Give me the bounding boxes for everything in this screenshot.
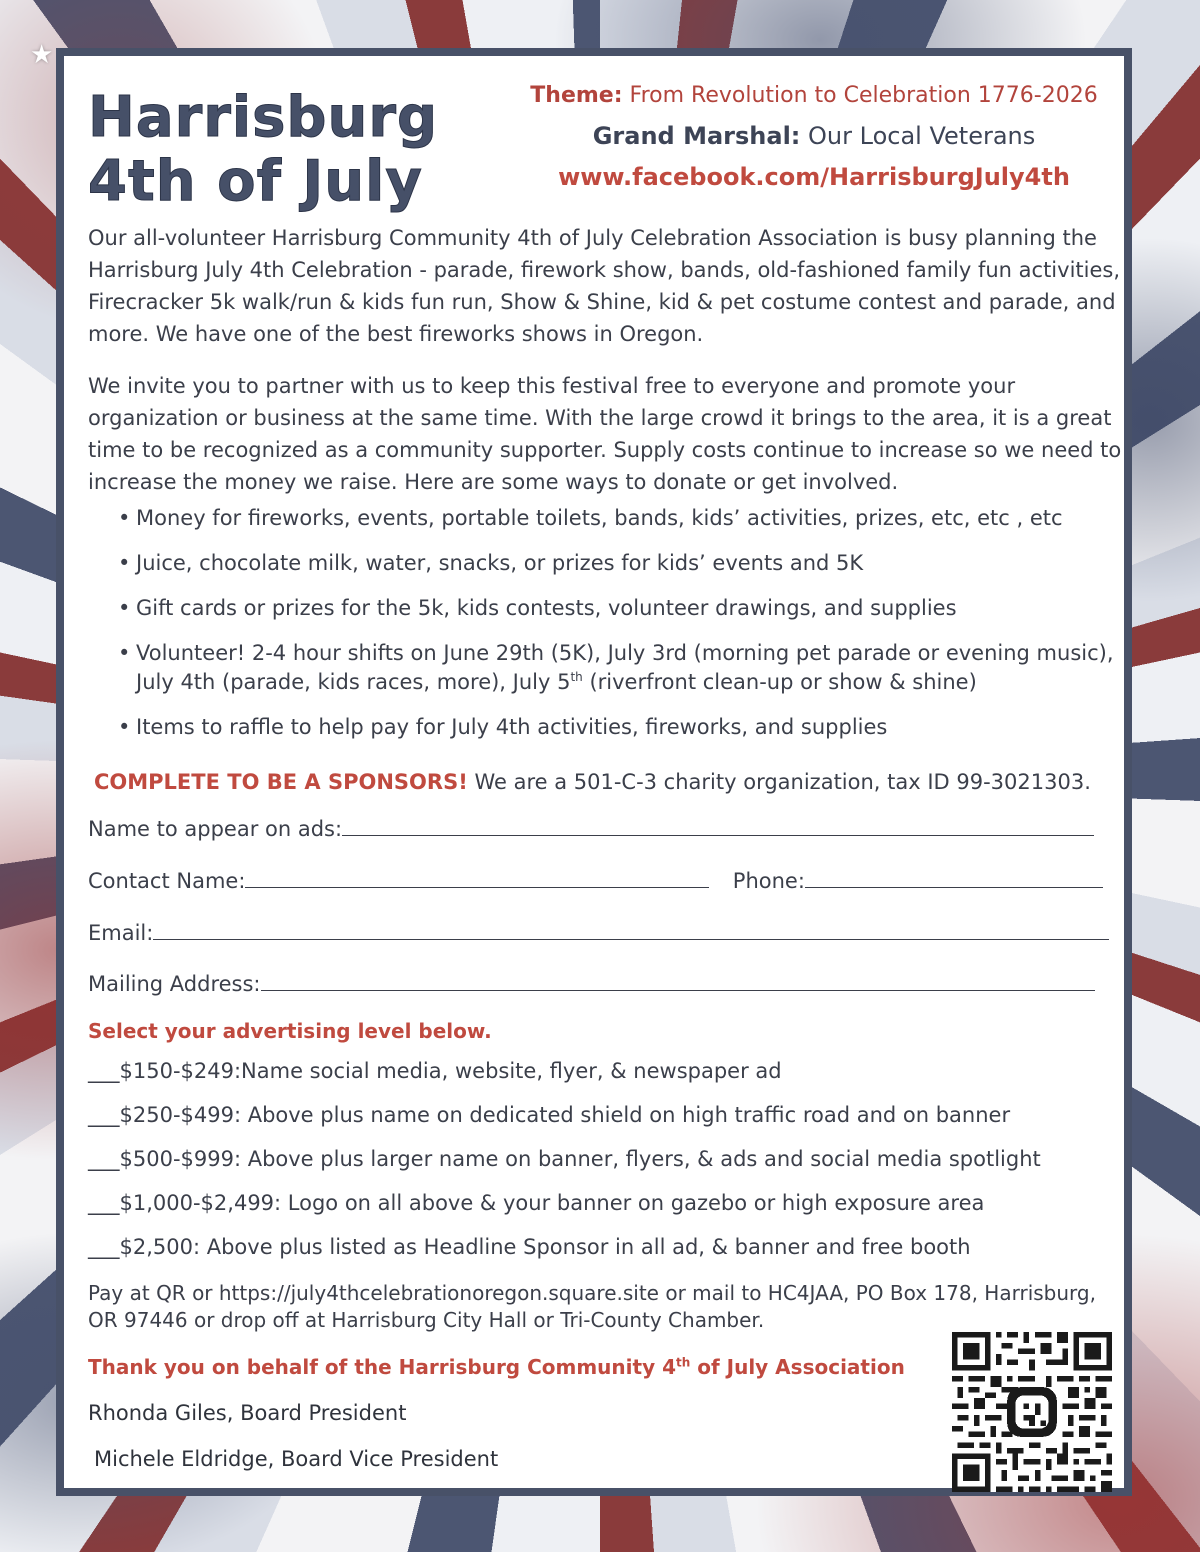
email-label: Email:: [88, 921, 154, 945]
ways-to-help-list: [118, 504, 1128, 758]
sponsor-callout: [94, 766, 1091, 798]
contact-field: [88, 866, 1103, 896]
level-option[interactable]: ___$250-$499: Above plus name on dedicated shield on high traffic road and on banner: [88, 1103, 1011, 1127]
title-line-2: 4th of July: [88, 149, 423, 214]
theme-line: [494, 80, 1134, 112]
thanks-text: Thank you on behalf of the Harrisburg Community 4: [88, 1355, 676, 1379]
theme-value: From Revolution to Celebration 1776-2026: [629, 83, 1098, 108]
grand-marshal-value: Our Local Veterans: [808, 122, 1036, 150]
signer-president: Rhonda Giles, Board President: [88, 1401, 407, 1425]
flyer-frame: [56, 48, 1132, 1496]
volunteer-text-end: (riverfront clean-up or show & shine): [582, 670, 977, 694]
name-label: Name to appear on ads:: [88, 817, 343, 841]
level-option[interactable]: ___$1,000-$2,499: Logo on all above & your banner on gazebo or high exposure area: [88, 1191, 985, 1215]
list-item: • Money for fireworks, events, portable toilets, bands, kids’ activities, prizes, etc, etc , etc: [118, 504, 1128, 533]
grand-marshal-label: Grand Marshal:: [592, 122, 801, 150]
contact-input-line[interactable]: [245, 867, 709, 888]
list-item: • Juice, chocolate milk, water, snacks, or prizes for kids’ events and 5K: [118, 549, 1128, 578]
name-input-line[interactable]: [342, 815, 1094, 836]
facebook-link[interactable]: www.facebook.com/HarrisburgJuly4th: [558, 163, 1070, 191]
thanks-text-end: of July Association: [690, 1355, 905, 1379]
level-option[interactable]: ___$2,500: Above plus listed as Headline Sponsor in all ad, & banner and free booth: [88, 1235, 971, 1259]
advertising-levels: [88, 1056, 1128, 1276]
intro-paragraph-2: We invite you to partner with us to keep this festival free to everyone and promote your organization or business at the same time. With the large crowd it brings to the area, it is a great time to be recognized as a community supporter. Supply costs continue to increase so we need to increase the money we raise. Here are some ways to donate or get involved.: [88, 374, 1122, 494]
level-option[interactable]: ___$150-$249:Name social media, website, flyer, & newspaper ad: [88, 1059, 782, 1083]
contact-label: Contact Name:: [88, 869, 246, 893]
flyer-title: [88, 86, 498, 214]
phone-input-line[interactable]: [805, 867, 1103, 888]
superscript: th: [570, 670, 583, 684]
complete-label: COMPLETE TO BE A SPONSORS!: [94, 770, 468, 794]
qr-code-icon[interactable]: [952, 1332, 1112, 1492]
advertising-level-heading: Select your advertising level below.: [88, 1019, 492, 1043]
address-input-line[interactable]: [261, 970, 1095, 991]
address-field: [88, 969, 1095, 999]
grand-marshal-line: [494, 114, 1134, 158]
list-item: • Gift cards or prizes for the 5k, kids contests, volunteer drawings, and supplies: [118, 594, 1128, 623]
list-item: • Items to raffle to help pay for July 4th activities, fireworks, and supplies: [118, 713, 1128, 742]
header-info: [494, 80, 1134, 196]
volunteer-text: Volunteer! 2-4 hour shifts on June 29th (5K), July 3rd (morning pet parade or evening music), July 4th (parade, kids races, more), July 5: [136, 641, 1114, 694]
name-field: [88, 814, 1094, 844]
address-label: Mailing Address:: [88, 972, 261, 996]
level-option[interactable]: ___$500-$999: Above plus larger name on banner, flyers, & ads and social media spotlight: [88, 1147, 1041, 1171]
email-field: [88, 918, 1109, 948]
charity-text: We are a 501-C-3 charity organization, tax ID 99-3021303.: [467, 770, 1091, 794]
thank-you-line: [88, 1352, 905, 1382]
email-input-line[interactable]: [153, 919, 1109, 940]
intro-paragraph-1: Our all-volunteer Harrisburg Community 4th of July Celebration Association is busy planning the Harrisburg July 4th Celebration - parade, firework show, bands, old-fashioned family fun activities, Firecracker 5k walk/run & kids fun run, Show & Shine, kid & pet costume contest and parade, and more. We have one of the best fireworks shows in Oregon.: [88, 226, 1121, 346]
signer-vice-president: Michele Eldridge, Board Vice President: [94, 1447, 499, 1471]
list-item: [118, 639, 1128, 697]
phone-label: Phone:: [732, 869, 805, 893]
theme-label: Theme:: [530, 83, 623, 108]
superscript: th: [676, 1355, 691, 1370]
payment-instructions: Pay at QR or https://july4thcelebrationoregon.square.site or mail to HC4JAA, PO Box 178, Harrisburg, OR 97446 or drop off at Harrisburg City Hall or Tri-County Chamber.: [88, 1281, 1096, 1332]
star-icon: ★: [30, 40, 54, 70]
title-line-1: Harrisburg: [88, 85, 439, 150]
